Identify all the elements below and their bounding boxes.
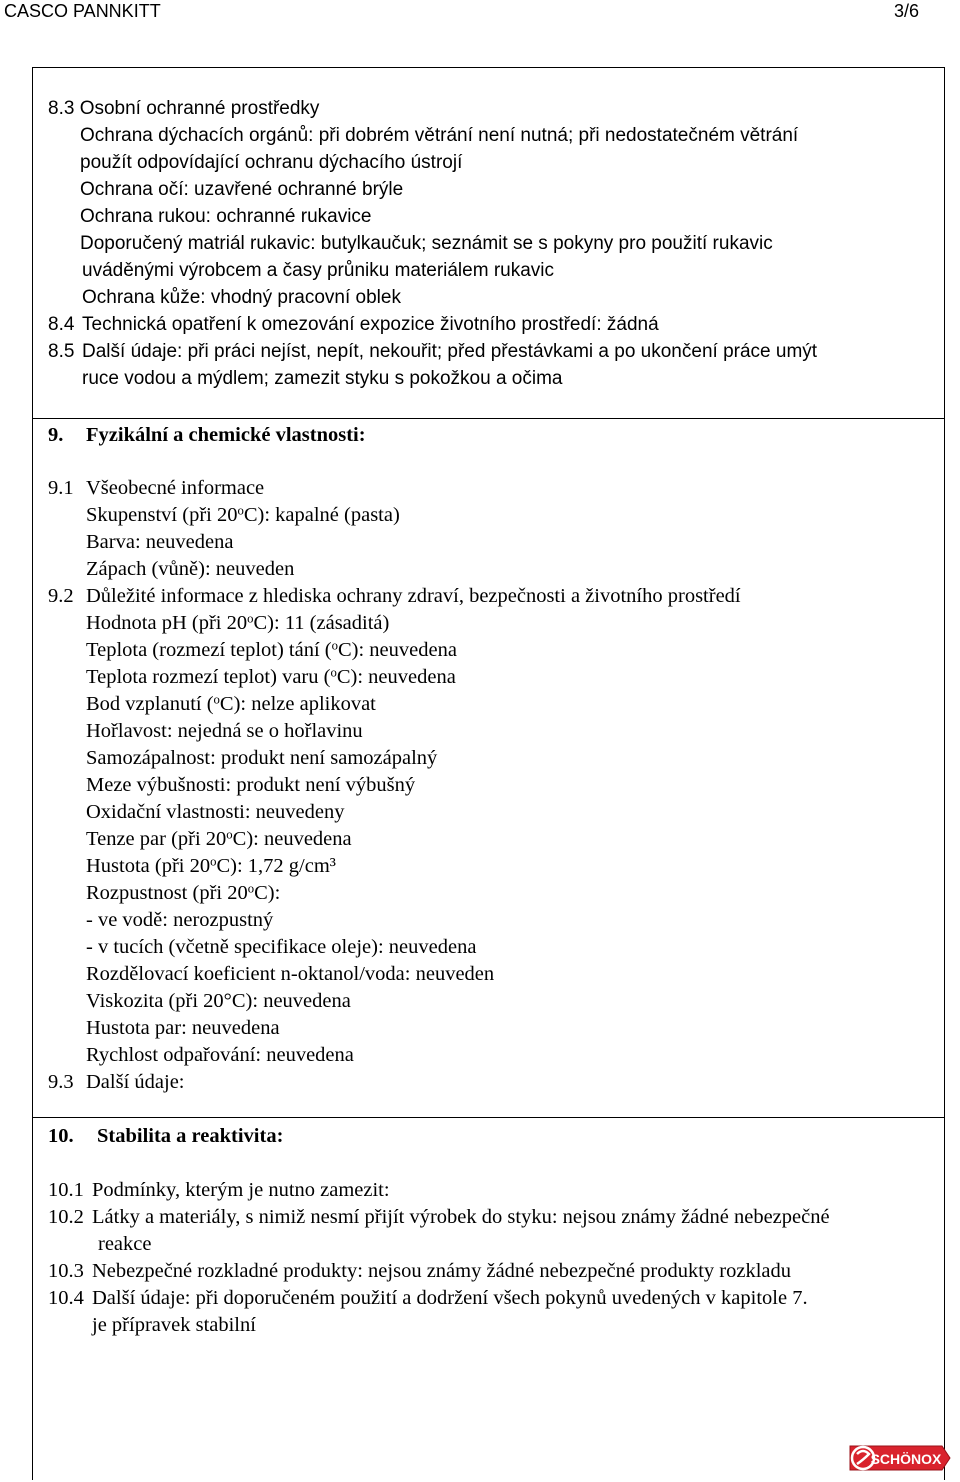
s9-viscosity: Viskozita (při 20°C): neuvedena	[86, 990, 351, 1012]
s10-1-text: Podmínky, kterým je nutno zamezit:	[92, 1179, 390, 1201]
s8-glove-material-cont: uváděnými výrobcem a časy průniku materiálem rukavic	[82, 260, 555, 281]
s10-2-text: Látky a materiály, s nimiž nesmí přijít výrobek do styku: nejsou známy žádné nebezpečné	[92, 1206, 830, 1228]
s9-oxidizing: Oxidační vlastnosti: neuvedeny	[86, 801, 345, 823]
s9-odor: Zápach (vůně): neuveden	[86, 558, 295, 580]
s9-self-ignition: Samozápalnost: produkt není samozápalný	[86, 747, 438, 769]
page-number: 3/6	[894, 1, 920, 21]
s8-5-text-cont: ruce vodou a mýdlem; zamezit styku s pokožkou a očima	[82, 368, 563, 389]
s9-state: Skupenství (při 20$^o$C): kapalné (pasta)	[86, 503, 400, 526]
s8-hands: Ochrana rukou: ochranné rukavice	[80, 206, 372, 227]
s8-4-number: 8.4	[48, 314, 75, 335]
s8-5-number: 8.5	[48, 341, 75, 362]
s8-respiratory-cont: použít odpovídající ochranu dýchacího ústrojí	[80, 152, 463, 173]
document-title: CASCO PANNKITT	[4, 1, 161, 21]
s9-3-heading: Další údaje:	[86, 1071, 185, 1093]
s10-number: 10.	[48, 1125, 74, 1147]
s10-3-text: Nebezpečné rozkladné produkty: nejsou známy žádné nebezpečné produkty rozkladu	[92, 1260, 791, 1282]
s9-flash-point: Bod vzplanutí ($^o$C): nelze aplikovat	[86, 692, 376, 715]
s9-1-heading: Všeobecné informace	[86, 477, 265, 499]
s8-4-text: Technická opatření k omezování expozice životního prostředí: žádná	[82, 314, 659, 335]
s8-respiratory: Ochrana dýchacích orgánů: při dobrém větrání není nutná; při nedostatečném větrání	[80, 125, 799, 146]
s9-ph: Hodnota pH (při 20$^o$C): 11 (zásaditá)	[86, 611, 390, 634]
s9-solubility: Rozpustnost (při 20$^o$C):	[86, 881, 281, 904]
s10-4-text: Další údaje: při doporučeném použití a dodržení všech pokynů uvedených v kapitole 7.	[92, 1287, 808, 1309]
s9-2-number: 9.2	[48, 585, 74, 607]
s9-color: Barva: neuvedena	[86, 531, 234, 553]
s10-3-number: 10.3	[48, 1260, 84, 1282]
s10-4-text-cont: je přípravek stabilní	[92, 1314, 256, 1336]
schonox-logo-mark	[846, 1440, 954, 1476]
s8-5-text: Další údaje: při práci nejíst, nepít, nekouřit; před přestávkami a po ukončení práce umýt	[82, 341, 818, 362]
s9-1-number: 9.1	[48, 477, 74, 499]
s10-1-number: 10.1	[48, 1179, 84, 1201]
s9-density: Hustota (při 20$^o$C): 1,72 g/cm³	[86, 854, 336, 877]
s8-3-heading: 8.3 Osobní ochranné prostředky	[48, 98, 320, 119]
s9-solubility-fat: - v tucích (včetně specifikace oleje): neuvedena	[86, 936, 477, 958]
s10-2-text-cont: reakce	[98, 1233, 152, 1255]
s9-vapour-pressure: Tenze par (při 20$^o$C): neuvedena	[86, 827, 352, 850]
s8-eyes: Ochrana očí: uzavřené ochranné brýle	[80, 179, 404, 200]
schonox-logo-text: SCHÖNOX	[870, 1451, 942, 1467]
s8-glove-material: Doporučený matriál rukavic: butylkaučuk; seznámit se s pokyny pro použití rukavic	[80, 233, 773, 254]
s10-title: Stabilita a reaktivita:	[97, 1125, 284, 1147]
s10-2-number: 10.2	[48, 1206, 84, 1228]
section-divider-10	[32, 1117, 945, 1118]
s9-melting: Teplota (rozmezí teplot) tání ($^o$C): neuvedena	[86, 638, 457, 661]
s9-3-number: 9.3	[48, 1071, 74, 1093]
s9-flammability: Hořlavost: nejedná se o hořlavinu	[86, 720, 363, 742]
s9-solubility-water: - ve vodě: nerozpustný	[86, 909, 274, 931]
s8-skin: Ochrana kůže: vhodný pracovní oblek	[82, 287, 401, 308]
s9-partition: Rozdělovací koeficient n-oktanol/voda: neuveden	[86, 963, 495, 985]
s9-evaporation: Rychlost odpařování: neuvedena	[86, 1044, 354, 1066]
s9-number: 9.	[48, 424, 64, 446]
schonox-logo	[846, 1440, 954, 1476]
s9-title: Fyzikální a chemické vlastnosti:	[86, 424, 366, 446]
s10-4-number: 10.4	[48, 1287, 84, 1309]
s9-boiling: Teplota rozmezí teplot) varu ($^o$C): neuvedena	[86, 665, 456, 688]
s9-explosion-limits: Meze výbušnosti: produkt není výbušný	[86, 774, 416, 796]
s9-vapour-density: Hustota par: neuvedena	[86, 1017, 280, 1039]
section-divider-9	[32, 418, 945, 419]
s9-2-heading: Důležité informace z hlediska ochrany zdraví, bezpečnosti a životního prostředí	[86, 585, 741, 607]
